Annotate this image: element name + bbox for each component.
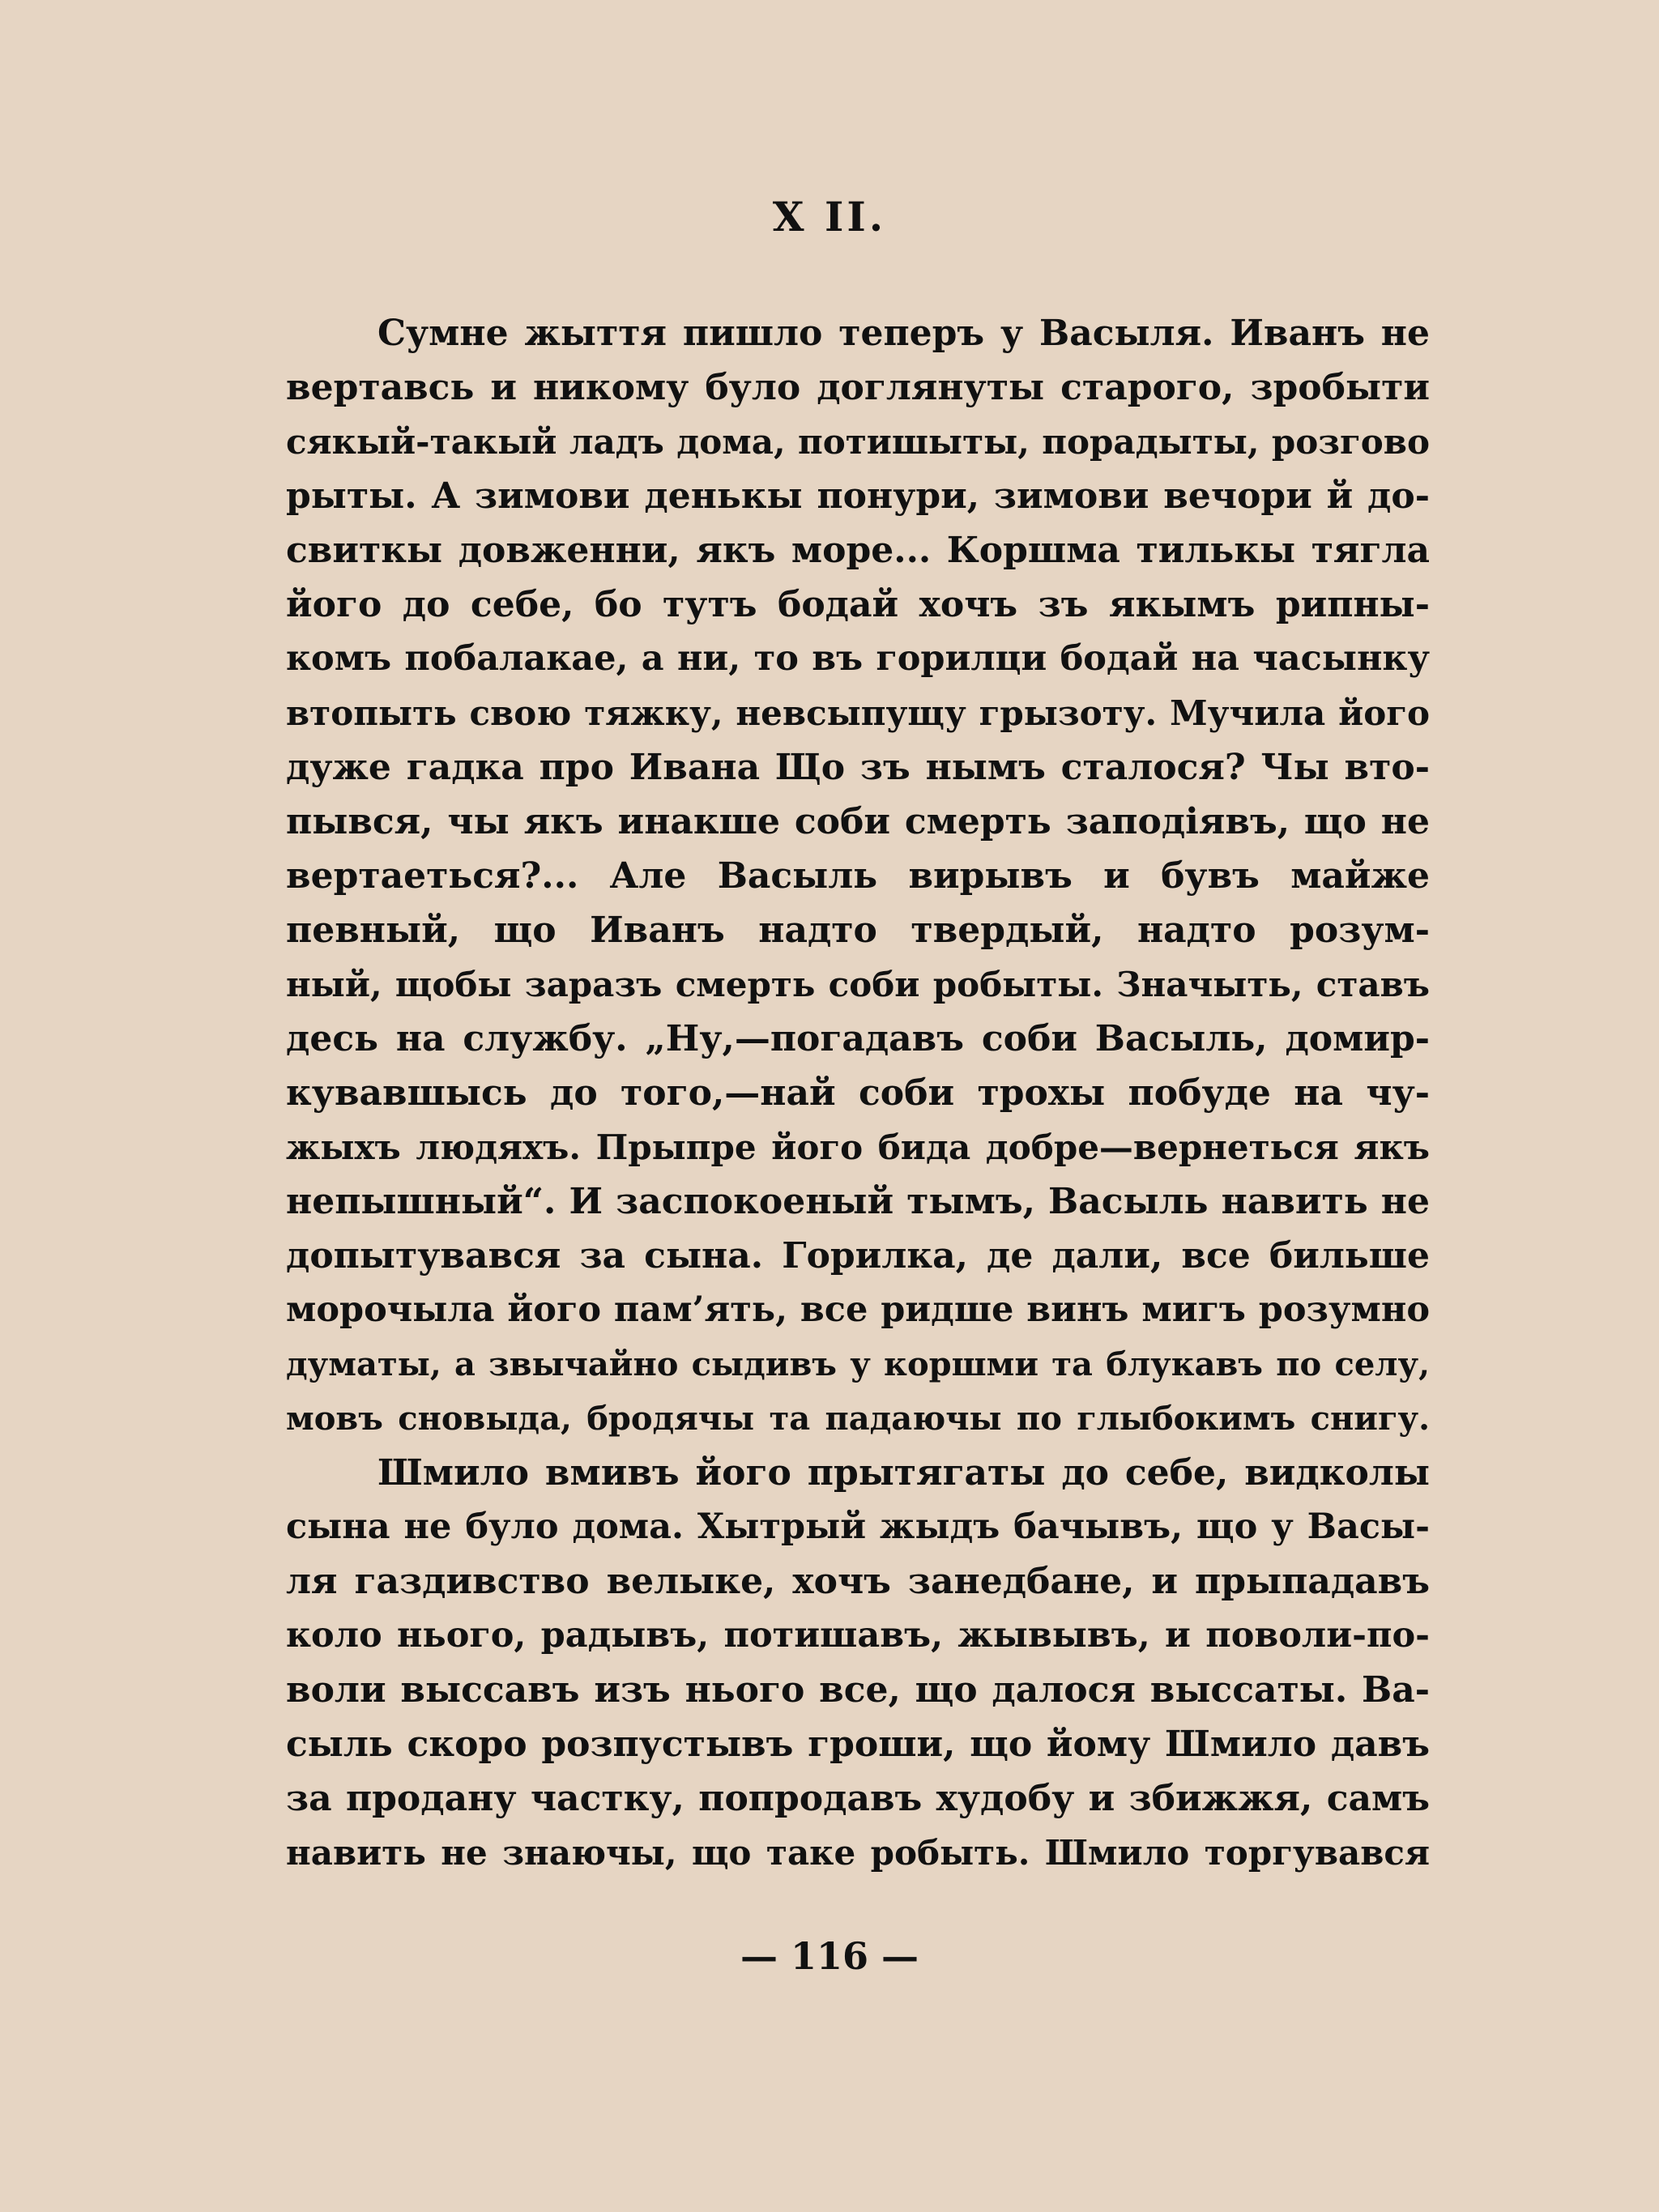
text-line: кувавшысь до того,—най соби трохы побуде на чу- <box>286 1072 1430 1114</box>
text-line: втопыть свою тяжку, невсыпущу грызоту. Мучила його <box>286 693 1430 733</box>
text-line: за продану частку, попродавъ худобу и збижжя, самъ <box>286 1778 1430 1819</box>
text-line: Шмило вмивъ його прытягаты до себе, видколы <box>377 1452 1430 1494</box>
text-line: десь на службу. „Ну,—погадавъ соби Васыль, домир- <box>286 1018 1430 1059</box>
text-line: свиткы довженни, якъ море... Коршма тилькы тягла <box>286 530 1430 571</box>
text-line: ля газдивство велыке, хочъ занедбане, и прыпадавъ <box>286 1561 1430 1602</box>
text-line: певный, що Иванъ надто твердый, надто розум- <box>286 910 1430 951</box>
text-line: комъ побалакае, а ни, то въ горилци бодай на часынку <box>286 638 1430 679</box>
text-line: думаты, а звычайно сыдивъ у коршми та блукавъ по селу, <box>286 1345 1430 1383</box>
text-line: пывся, чы якъ инакше соби смерть заподіявъ, що не <box>286 801 1430 842</box>
text-line: жыхъ людяхъ. Прыпре його бида добре—вернеться якъ <box>286 1127 1430 1167</box>
text-line: мовъ сновыда, бродячы та падаючы по глыбокимъ снигу. <box>286 1400 1430 1438</box>
text-line: коло нього, радывъ, потишавъ, жывывъ, и поволи-по- <box>286 1615 1430 1656</box>
body-text <box>286 306 1430 1880</box>
text-line: вертавсь и никому було доглянуты старого, зробыти <box>286 367 1430 408</box>
text-line: сына не було дома. Хытрый жыдъ бачывъ, що у Васы- <box>286 1507 1430 1547</box>
text-line: воли выссавъ изъ нього все, що далося выссаты. Ва- <box>286 1669 1430 1711</box>
text-line: сякый-такый ладъ дома, потишыты, порадыты, розгово <box>286 422 1430 462</box>
text-line: сыль скоро розпустывъ гроши, що йому Шмило давъ <box>286 1724 1430 1765</box>
text-line: дуже гадка про Ивана Що зъ нымъ сталося? Чы вто- <box>286 747 1430 788</box>
text-line: ный, щобы заразъ смерть соби робыты. Значыть, ставъ <box>286 965 1430 1004</box>
text-line: непышный“. И заспокоеный тымъ, Васыль навить не <box>286 1181 1430 1222</box>
text-line: морочыла його пам’ять, все ридше винъ мигъ розумно <box>286 1289 1430 1330</box>
text-line: вертаеться?... Але Васыль вирывъ и бувъ майже <box>286 855 1430 897</box>
text-line: Сумне жыття пишло теперъ у Васыля. Иванъ не <box>377 313 1430 354</box>
page-number: — 116 — <box>740 1934 919 1978</box>
chapter-heading: X II. <box>772 193 887 241</box>
text-line: рыты. А зимови денькы понури, зимови вечори й до- <box>286 475 1430 517</box>
text-line: навить не знаючы, що таке робыть. Шмило торгувався <box>286 1833 1430 1873</box>
text-line: його до себе, бо тутъ бодай хочъ зъ якымъ рипны- <box>286 584 1430 625</box>
text-line: допытувався за сына. Горилка, де дали, все бильше <box>286 1235 1430 1276</box>
